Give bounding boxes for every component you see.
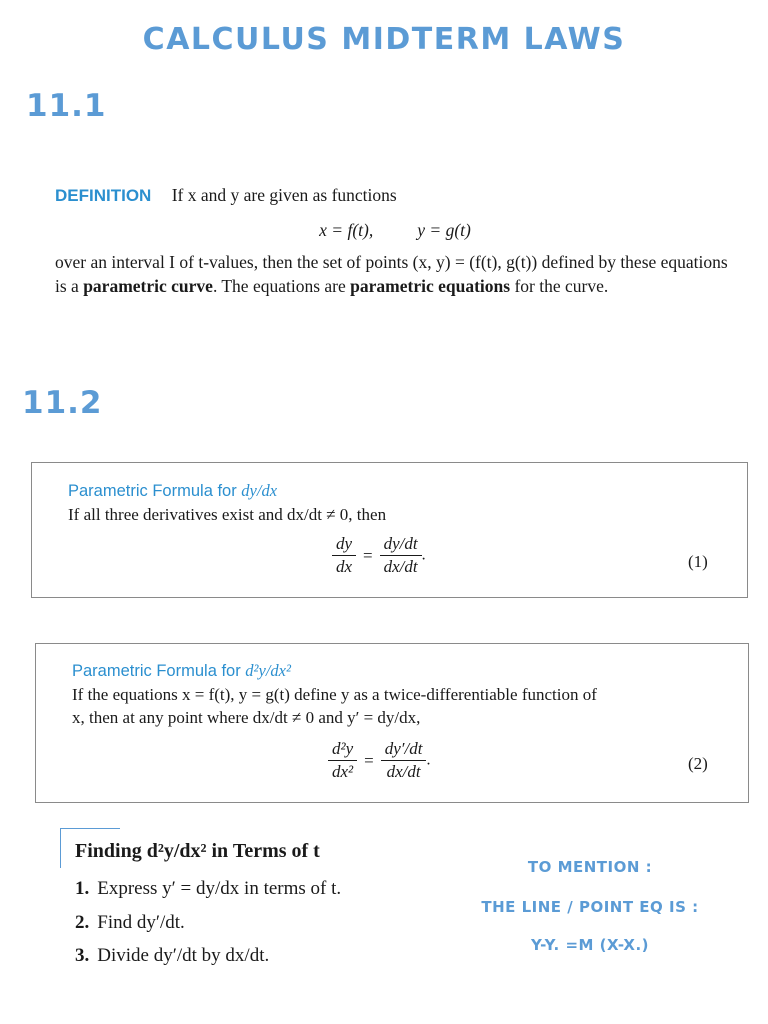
definition-body-part2: . The equations are <box>212 276 346 296</box>
formula-2-equals: = <box>364 750 374 770</box>
step-2-number: 2. <box>75 912 90 933</box>
definition-term-curve: parametric curve <box>83 276 213 296</box>
step-1 <box>75 878 341 900</box>
definition-body-part1: over an interval I of t-values, then the set of points (x, y) = (f(t), g(t)) defined by these equations is a <box>55 252 728 296</box>
definition-term-equations: parametric equations <box>350 276 511 296</box>
step-2 <box>75 912 185 934</box>
definition-keyword: DEFINITION <box>55 186 152 205</box>
formula-box-d2ydx2-title <box>72 661 291 681</box>
steps-bracket-left <box>60 828 61 868</box>
formula-2-rhs-numerator: dy′/dt <box>381 738 427 761</box>
formula-box-d2ydx2-title-math: d²y/dx² <box>245 661 291 680</box>
note-line-2: THE LINE / POINT EQ IS : <box>481 898 699 916</box>
formula-box-d2ydx2-line2: x, then at any point where dx/dt ≠ 0 and y′ = dy/dx, <box>72 708 421 727</box>
step-3 <box>75 945 269 967</box>
formula-1-rhs <box>380 533 422 578</box>
definition-intro-line <box>55 183 735 208</box>
formula-2-lhs-denominator: dx² <box>332 762 354 781</box>
formula-2-number: (2) <box>688 754 708 773</box>
formula-1-lhs-denominator: dx <box>336 557 353 576</box>
formula-1-lhs-numerator: dy <box>332 533 356 556</box>
step-3-text: Divide dy′/dt by dx/dt. <box>97 945 270 966</box>
formula-box-dydx-title <box>68 481 277 501</box>
formula-2 <box>328 738 430 783</box>
formula-box-dydx <box>31 462 748 598</box>
definition-body-part3: for the curve. <box>514 276 609 296</box>
formula-2-period: . <box>426 751 431 769</box>
step-1-number: 1. <box>75 878 90 899</box>
section-heading-11-2: 11.2 <box>22 385 103 421</box>
definition-equations <box>55 218 735 242</box>
formula-box-d2ydx2-title-text: Parametric Formula for <box>72 662 246 680</box>
formula-box-d2ydx2-line1: If the equations x = f(t), y = g(t) define y as a twice-differentiable function of <box>72 685 597 704</box>
formula-box-d2ydx2 <box>35 643 749 803</box>
formula-1-equals: = <box>363 545 373 565</box>
steps-title: Finding d²y/dx² in Terms of t <box>75 840 320 862</box>
formula-1 <box>332 533 426 578</box>
formula-box-d2ydx2-condition <box>72 683 742 729</box>
definition-intro: If x and y are given as functions <box>171 185 397 205</box>
formula-box-dydx-title-math: dy/dx <box>241 481 278 500</box>
formula-2-rhs <box>381 738 427 783</box>
formula-box-dydx-condition: If all three derivatives exist and dx/dt ≠ 0, then <box>68 505 387 524</box>
step-3-number: 3. <box>75 945 90 966</box>
formula-1-period: . <box>421 546 426 564</box>
formula-1-lhs <box>332 533 356 578</box>
steps-bracket-top <box>60 828 120 829</box>
step-2-text: Find dy′/dt. <box>97 912 185 933</box>
formula-1-rhs-numerator: dy/dt <box>380 533 422 556</box>
formula-1-rhs-denominator: dx/dt <box>383 557 418 576</box>
equation-x: x = f(t), <box>319 220 374 240</box>
definition-block <box>55 183 735 298</box>
formula-2-rhs-denominator: dx/dt <box>386 762 421 781</box>
definition-body <box>55 250 735 298</box>
page-title: CALCULUS MIDTERM LAWS <box>142 22 626 57</box>
formula-box-dydx-title-text: Parametric Formula for <box>68 482 242 500</box>
equation-y: y = g(t) <box>417 220 471 240</box>
section-heading-11-1: 11.1 <box>26 88 107 124</box>
note-line-1: TO MENTION : <box>527 858 653 876</box>
formula-2-lhs <box>328 738 357 783</box>
formula-1-number: (1) <box>688 552 708 571</box>
formula-2-lhs-numerator: d²y <box>328 738 357 761</box>
note-line-3: Y-Y. =M (X-X.) <box>530 936 649 954</box>
step-1-text: Express y′ = dy/dx in terms of t. <box>97 878 342 899</box>
